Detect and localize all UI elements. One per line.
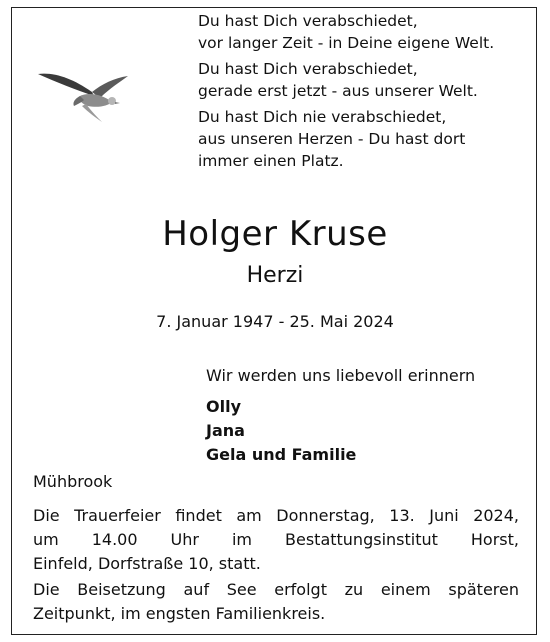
life-dates: 7. Januar 1947 - 25. Mai 2024 bbox=[156, 312, 394, 331]
funeral-line: Die Trauerfeier findet am Donnerstag, 13. Juni 2024, bbox=[33, 506, 519, 525]
poem-line: Du hast Dich nie verabschiedet, bbox=[198, 108, 447, 126]
poem-stanza-2 bbox=[198, 58, 528, 102]
funeral-line: um 14.00 Uhr im Bestattungsinstitut Horst, bbox=[33, 530, 519, 549]
burial-line: Die Beisetzung auf See erfolgt zu einem späteren bbox=[33, 580, 519, 599]
poem bbox=[198, 10, 528, 176]
mourner-name: Jana bbox=[206, 421, 245, 440]
poem-line: Du hast Dich verabschiedet, bbox=[198, 12, 418, 30]
poem-line: immer einen Platz. bbox=[198, 152, 344, 170]
memory-line: Wir werden uns liebevoll erinnern bbox=[206, 366, 476, 385]
mourner-name: Gela und Familie bbox=[206, 445, 357, 464]
burial-info bbox=[33, 578, 519, 626]
poem-line: vor langer Zeit - in Deine eigene Welt. bbox=[198, 34, 495, 52]
seagull-icon bbox=[36, 66, 132, 126]
funeral-line: Einfeld, Dorfstraße 10, statt. bbox=[33, 554, 261, 573]
place-name: Mühbrook bbox=[33, 472, 113, 491]
poem-line: Du hast Dich verabschiedet, bbox=[198, 60, 418, 78]
mourners-list bbox=[206, 395, 356, 467]
poem-stanza-3 bbox=[198, 106, 528, 172]
poem-line: aus unseren Herzen - Du hast dort bbox=[198, 130, 466, 148]
deceased-name: Holger Kruse bbox=[162, 214, 388, 254]
mourner-name: Olly bbox=[206, 397, 241, 416]
burial-line: Zeitpunkt, im engsten Familienkreis. bbox=[33, 604, 326, 623]
poem-line: gerade erst jetzt - aus unserer Welt. bbox=[198, 82, 478, 100]
poem-stanza-1 bbox=[198, 10, 528, 54]
funeral-info bbox=[33, 504, 519, 576]
deceased-nickname: Herzi bbox=[246, 263, 304, 288]
